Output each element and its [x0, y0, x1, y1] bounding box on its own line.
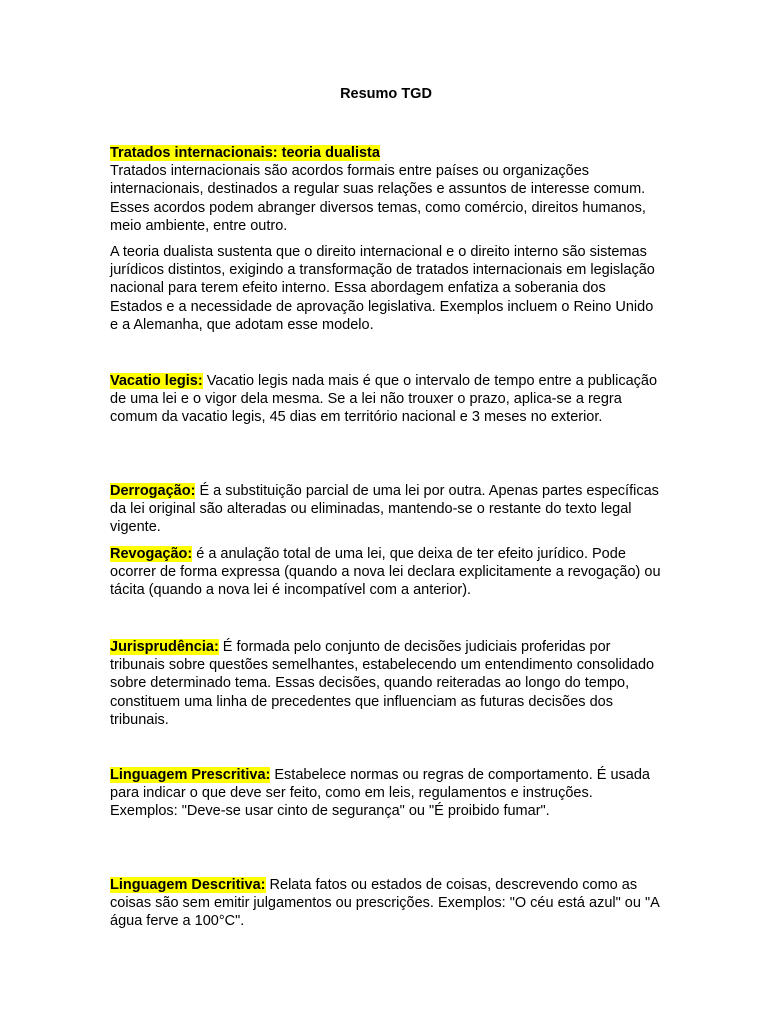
jurisprudencia-text: É formada pelo conjunto de decisões judiciais proferidas por tribunais sobre questões semelhantes, estabelecendo um entendimento consolidado sobre determinado tema. Essas decisões, quando reiteradas ao longo do tempo, constituem uma linha de precedentes que influenciam as futuras decisões dos tribunais.	[110, 639, 655, 728]
vacatio-paragraph	[110, 372, 662, 427]
section-revogacao	[110, 545, 662, 600]
section-jurisprudencia	[110, 638, 662, 729]
prescritiva-paragraph	[110, 766, 662, 821]
jurisprudencia-paragraph	[110, 638, 662, 729]
tratados-paragraph-1	[110, 144, 662, 235]
prescritiva-heading: Linguagem Prescritiva:	[110, 767, 271, 783]
section-descritiva	[110, 876, 662, 931]
derrogacao-heading: Derrogação:	[110, 483, 196, 499]
section-derrogacao	[110, 482, 662, 537]
vacatio-heading: Vacatio legis:	[110, 373, 203, 389]
document-title: Resumo TGD	[340, 86, 432, 102]
descritiva-text: Relata fatos ou estados de coisas, descrevendo como as coisas são sem emitir julgamentos ou prescrições. Exemplos: "O céu está azul" ou "A água ferve a 100°C".	[110, 877, 659, 930]
section-tratados	[110, 144, 662, 334]
jurisprudencia-heading: Jurisprudência:	[110, 639, 219, 655]
derrogacao-text: É a substituição parcial de uma lei por outra. Apenas partes específicas da lei original são alteradas ou eliminadas, mantendo-se o restante do texto legal vigente.	[110, 483, 659, 536]
tratados-text-1: Tratados internacionais são acordos formais entre países ou organizações internacionais, destinados a regular suas relações e assuntos de interesse comum. Esses acordos podem abranger diversos temas, como comércio, direitos humanos, meio ambiente, entre outro.	[110, 163, 646, 234]
prescritiva-text: Estabelece normas ou regras de comportamento. É usada para indicar o que deve ser feito, como em leis, regulamentos e instruções. Exemplos: "Deve-se usar cinto de segurança" ou "É proibido fumar".	[110, 767, 650, 820]
revogacao-paragraph	[110, 545, 662, 600]
section-vacatio	[110, 372, 662, 427]
revogacao-text: é a anulação total de uma lei, que deixa de ter efeito jurídico. Pode ocorrer de forma expressa (quando a nova lei declara explicitamente a revogação) ou tácita (quando a nova lei é incompatível com a anterior).	[110, 546, 661, 599]
tratados-heading: Tratados internacionais: teoria dualista	[110, 145, 380, 161]
section-prescritiva	[110, 766, 662, 821]
vacatio-text: Vacatio legis nada mais é que o intervalo de tempo entre a publicação de uma lei e o vigor dela mesma. Se a lei não trouxer o prazo, aplica-se a regra comum da vacatio legis, 45 dias em território nacional e 3 meses no exterior.	[110, 373, 658, 426]
descritiva-heading: Linguagem Descritiva:	[110, 877, 266, 893]
revogacao-heading: Revogação:	[110, 546, 193, 562]
tratados-paragraph-2: A teoria dualista sustenta que o direito internacional e o direito interno são sistemas jurídicos distintos, exigindo a transformação de tratados internacionais em legislação nacional para terem efeito interno. Essa abordagem enfatiza a soberania dos Estados e a necessidade de aprovação legislativa. Exemplos incluem o Reino Unido e a Alemanha, que adotam esse modelo.	[110, 244, 655, 333]
derrogacao-paragraph	[110, 482, 662, 537]
descritiva-paragraph	[110, 876, 662, 931]
